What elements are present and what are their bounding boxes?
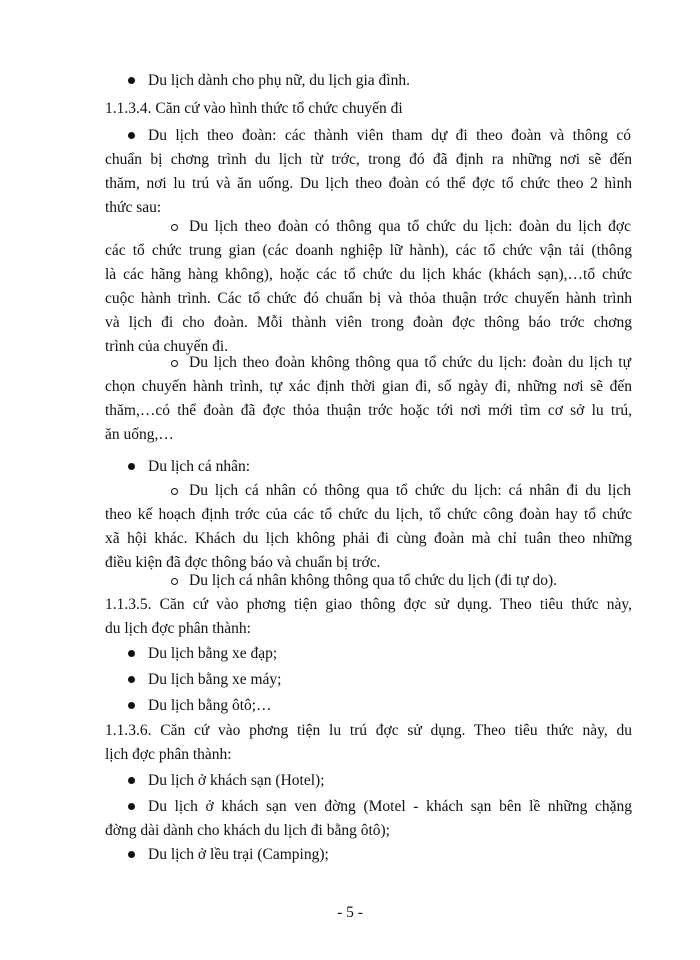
- text-line: Du lịch cá nhân có thông qua tổ chức du lịch: cá nhân đi du lịch: [189, 482, 631, 499]
- section-heading: 1.1.3.5. Căn cứ vào phơng tiện giao thông đợc sử dụng. Theo tiêu thức này,: [105, 596, 632, 613]
- sub-bullet-icon: [171, 224, 178, 231]
- text-line: Du lịch theo đoàn: các thành viên tham dự đi theo đoàn và thông có: [148, 127, 631, 144]
- bullet-icon: [128, 851, 135, 858]
- text-line: ăn uống,…: [105, 426, 174, 443]
- text-line: là các hãng hàng không), hoặc các tổ chức du lịch khác (khách sạn),…tổ chức: [105, 266, 632, 283]
- bullet-icon: [128, 77, 135, 84]
- sub-bullet-icon: [171, 578, 178, 585]
- sub-bullet-icon: [171, 360, 178, 367]
- bullet-icon: [128, 132, 135, 139]
- bullet-icon: [128, 463, 135, 470]
- section-heading: 1.1.3.4. Căn cứ vào hình thức tổ chức chuyến đi: [105, 100, 403, 117]
- bullet-icon: [128, 702, 135, 709]
- text-line: Du lịch bằng xe đạp;: [148, 645, 278, 662]
- text-line: thức sau:: [105, 199, 162, 216]
- text-line: các tổ chức trung gian (các doanh nghiệp lữ hành), các tổ chức vận tải (thông: [105, 242, 632, 259]
- text-line: lịch đợc phân thành:: [105, 746, 232, 763]
- text-line: Du lịch theo đoàn không thông qua tổ chức du lịch: đoàn du lịch tự: [189, 354, 631, 371]
- page-number: - 5 -: [337, 904, 363, 921]
- text-line: điều kiện đã đợc thông báo và chuẩn bị trớc.: [105, 554, 381, 571]
- text-line: theo kế hoạch định trớc của các tổ chức du lịch, tổ chức công đoàn hay tổ chức: [105, 506, 632, 523]
- bullet-icon: [128, 803, 135, 810]
- text-line: thăm, nơi lu trú và ăn uống. Du lịch theo đoàn có thể đợc tổ chức theo 2 hình: [105, 175, 632, 192]
- text-line: cuộc hành trình. Các tổ chức đó chuẩn bị và thỏa thuận trớc chuyến hành trình: [105, 290, 632, 307]
- text-line: Du lịch cá nhân:: [148, 458, 251, 475]
- text-line: Du lịch bằng xe máy;: [148, 671, 282, 688]
- text-line: chuẩn bị chơng trình du lịch từ trớc, trong đó đã định ra những nơi sẽ đến: [105, 151, 632, 168]
- section-heading: 1.1.3.6. Căn cứ vào phơng tiện lu trú đợc sử dụng. Theo tiêu thức này, du: [105, 722, 632, 739]
- text-line: và lịch đi cho đoàn. Mỗi thành viên trong đoàn đợc thông báo trớc chơng: [105, 314, 632, 331]
- text-line: Du lịch dành cho phụ nữ, du lịch gia đình.: [148, 72, 410, 89]
- text-line: đờng dài dành cho khách du lịch đi bằng ôtô);: [105, 822, 390, 839]
- text-line: du lịch đợc phân thành:: [105, 620, 251, 637]
- text-line: Du lịch bằng ôtô;…: [148, 697, 272, 714]
- text-line: trình của chuyến đi.: [105, 338, 229, 355]
- bullet-icon: [128, 650, 135, 657]
- text-line: Du lịch ở lều trại (Camping);: [148, 846, 329, 863]
- text-line: Du lịch cá nhân không thông qua tổ chức du lịch (đi tự do).: [189, 572, 558, 589]
- bullet-icon: [128, 777, 135, 784]
- text-line: Du lịch ở khách sạn (Hotel);: [148, 772, 325, 789]
- text-line: Du lịch theo đoàn có thông qua tổ chức du lịch: đoàn du lịch đợc: [189, 218, 631, 235]
- text-line: chọn chuyến hành trình, tự xác định thời gian đi, số ngày đi, những nơi sẽ đến: [105, 378, 632, 395]
- sub-bullet-icon: [171, 488, 178, 495]
- bullet-icon: [128, 676, 135, 683]
- text-line: Du lịch ở khách sạn ven đờng (Motel - khách sạn bên lề những chặng: [148, 798, 632, 815]
- text-line: thăm,…có thể đoàn đã đợc thỏa thuận trớc hoặc tới nơi mới tìm cơ sở lu trú,: [105, 402, 632, 419]
- text-line: xã hội khác. Khách du lịch không phải đi cùng đoàn mà chỉ tuân theo những: [105, 530, 632, 547]
